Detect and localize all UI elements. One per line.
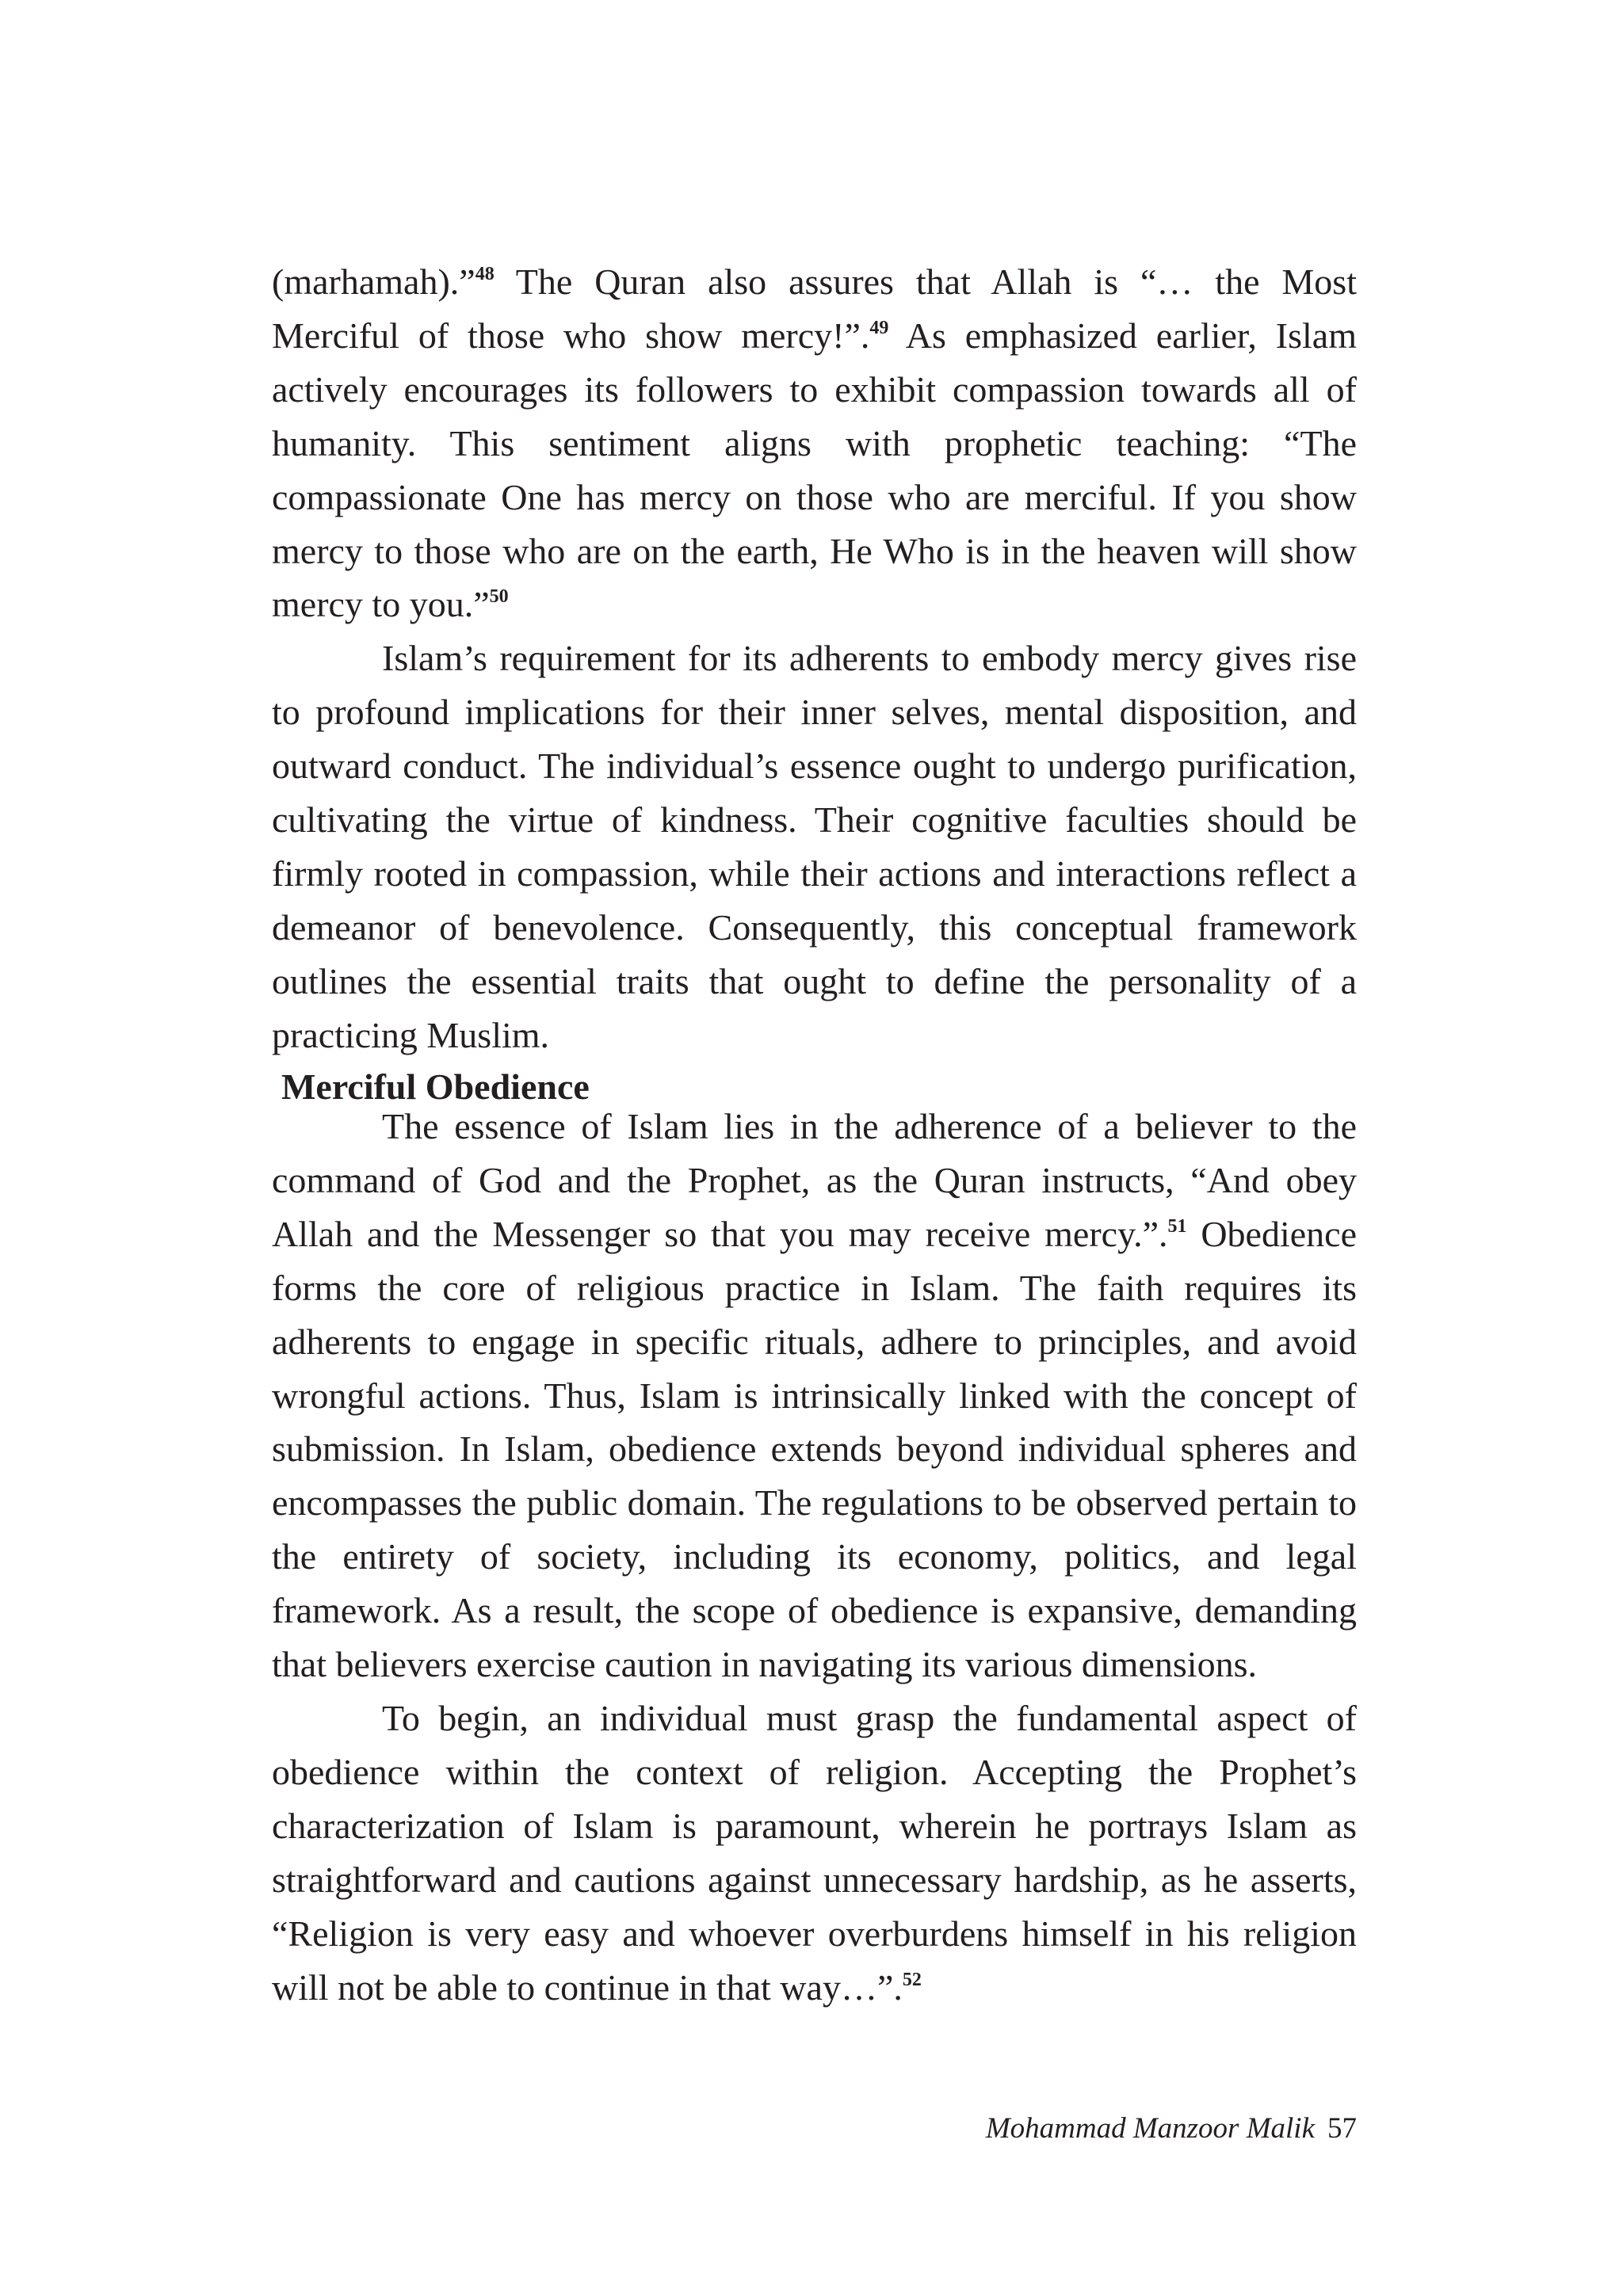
footnote-ref-49: 49: [869, 317, 889, 338]
footnote-ref-48: 48: [475, 264, 495, 284]
page-footer: [986, 2109, 1357, 2149]
footnote-ref-51: 51: [1167, 1215, 1187, 1237]
paragraph-text: The essence of Islam lies in the adherence of a believer to the command of God and the Prophet, as the Quran instructs, “And obey Allah and the Messenger so that you may receive mercy.”.: [272, 1106, 1357, 1254]
paragraph-obedience-essence: [272, 1100, 1357, 1691]
body-text-bottom: [272, 1100, 1357, 2014]
footnote-ref-50: 50: [489, 586, 509, 608]
body-text-top: [272, 255, 1357, 1062]
section-heading-merciful-obedience: Merciful Obedience: [281, 1066, 590, 1107]
paragraph-mercy-quran: [272, 255, 1357, 631]
paragraph-religion-easy: [272, 1691, 1357, 2014]
page-number: 57: [1327, 2112, 1357, 2145]
paragraph-text: The Quran also assures that Allah is “… the Most Merciful of those who show mercy!”.: [272, 261, 1357, 356]
running-footer-author: Mohammad Manzoor Malik: [985, 2112, 1315, 2145]
paragraph-text: As emphasized earlier, Islam actively encourages its followers to exhibit compassion towards all of humanity. This sentiment aligns with prophetic teaching: “The compassionate One has mercy on those who are merciful. If you show mercy to those who are on the earth, He Who is in the heaven will show mercy to you.”: [272, 315, 1357, 625]
paragraph-mercy-implications: Islam’s requirement for its adherents to embody mercy gives rise to profound implications for their inner selves, mental disposition, and outward conduct. The individual’s essence ought to undergo purification, cultivating the virtue of kindness. Their cognitive faculties should be firmly rooted in compassion, while their actions and interactions reflect a demeanor of benevolence. Consequently, this conceptual framework outlines the essential traits that ought to define the personality of a practicing Muslim.: [272, 638, 1357, 1055]
footnote-ref-52: 52: [902, 1969, 922, 1990]
paragraph-text: Obedience forms the core of religious practice in Islam. The faith requires its adherents to engage in specific rituals, adhere to principles, and avoid wrongful actions. Thus, Islam is intrinsically linked with the concept of submission. In Islam, obedience extends beyond individual spheres and encompasses the public domain. The regulations to be observed pertain to the entirety of society, including its economy, politics, and legal framework. As a result, the scope of obedience is expansive, demanding that believers exercise caution in navigating its various dimensions.: [272, 1213, 1358, 1685]
paragraph-text: (marhamah).”: [272, 261, 475, 302]
paragraph-text: To begin, an individual must grasp the fundamental aspect of obedience within the context of religion. Accepting the Prophet’s characterization of Islam is paramount, wherein he portrays Islam as straightforward and cautions against unnecessary hardship, as he asserts, “Religion is very easy and whoever overburdens himself in his religion will not be able to continue in that way…”.: [272, 1697, 1357, 2008]
